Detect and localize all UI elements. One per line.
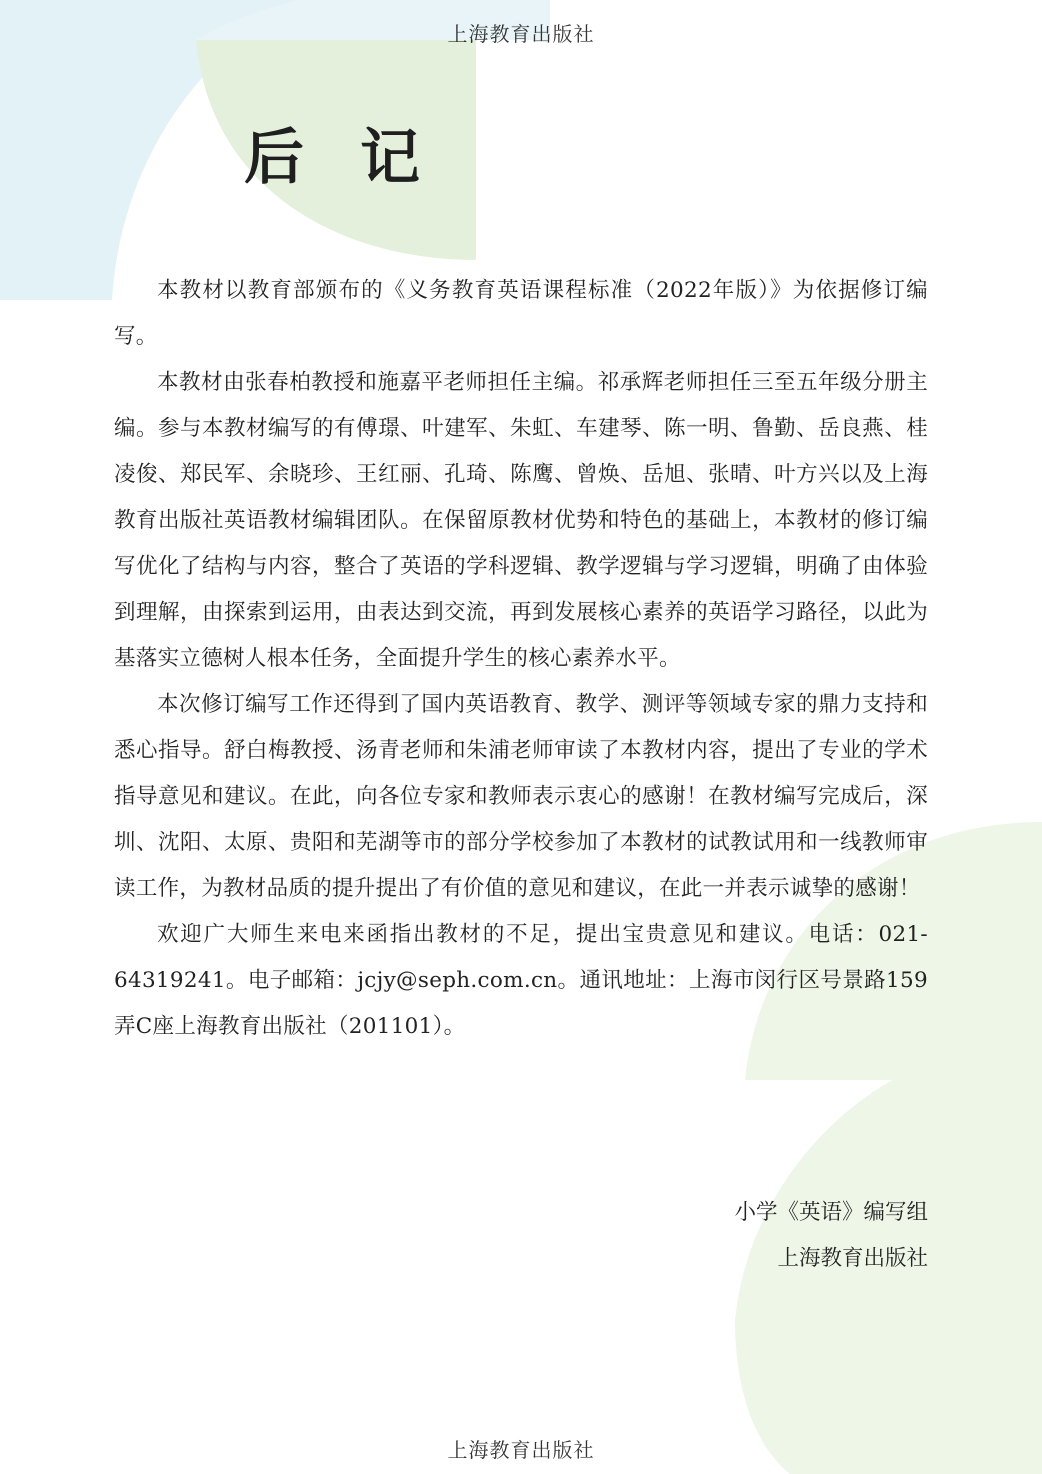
- paragraph-3: 本次修订编写工作还得到了国内英语教育、教学、测评等领域专家的鼎力支持和悉心指导。舒白梅教授、汤青老师和朱浦老师审读了本教材内容，提出了专业的学术指导意见和建议。在此，向各位专家和教师表示衷心的感谢！在教材编写完成后，深圳、沈阳、太原、贵阳和芜湖等市的部分学校参加了本教材的试教试用和一线教师审读工作，为教材品质的提升提出了有价值的意见和建议，在此一并表示诚挚的感谢！: [114, 692, 928, 901]
- postscript-body: [114, 268, 928, 1050]
- signature-group: 小学《英语》编写组: [734, 1200, 928, 1225]
- footer-publisher: 上海教育出版社: [447, 1438, 595, 1462]
- page-title: 后记: [244, 123, 476, 193]
- paragraph-2: 本教材由张春柏教授和施嘉平老师担任主编。祁承辉老师担任三至五年级分册主编。参与本教材编写的有傅璟、叶建军、朱虹、车建琴、陈一明、鲁勤、岳良燕、桂凌俊、郑民军、余晓珍、王红丽、孔琦、陈鹰、曾焕、岳旭、张晴、叶方兴以及上海教育出版社英语教材编辑团队。在保留原教材优势和特色的基础上，本教材的修订编写优化了结构与内容，整合了英语的学科逻辑、教学逻辑与学习逻辑，明确了由体验到理解，由探索到运用，由表达到交流，再到发展核心素养的英语学习路径，以此为基落实立德树人根本任务，全面提升学生的核心素养水平。: [114, 370, 928, 671]
- signature-block: [734, 1190, 928, 1282]
- paragraph-4: 欢迎广大师生来电来函指出教材的不足，提出宝贵意见和建议。电话：021-64319241。电子邮箱：jcjy@seph.com.cn。通讯地址：上海市闵行区号景路159弄C座上海教育出版社（201101）。: [114, 922, 928, 1039]
- signature-publisher: 上海教育出版社: [777, 1246, 928, 1271]
- paragraph-1: 本教材以教育部颁布的《义务教育英语课程标准（2022年版）》为依据修订编写。: [114, 278, 928, 349]
- header-publisher: 上海教育出版社: [447, 22, 595, 46]
